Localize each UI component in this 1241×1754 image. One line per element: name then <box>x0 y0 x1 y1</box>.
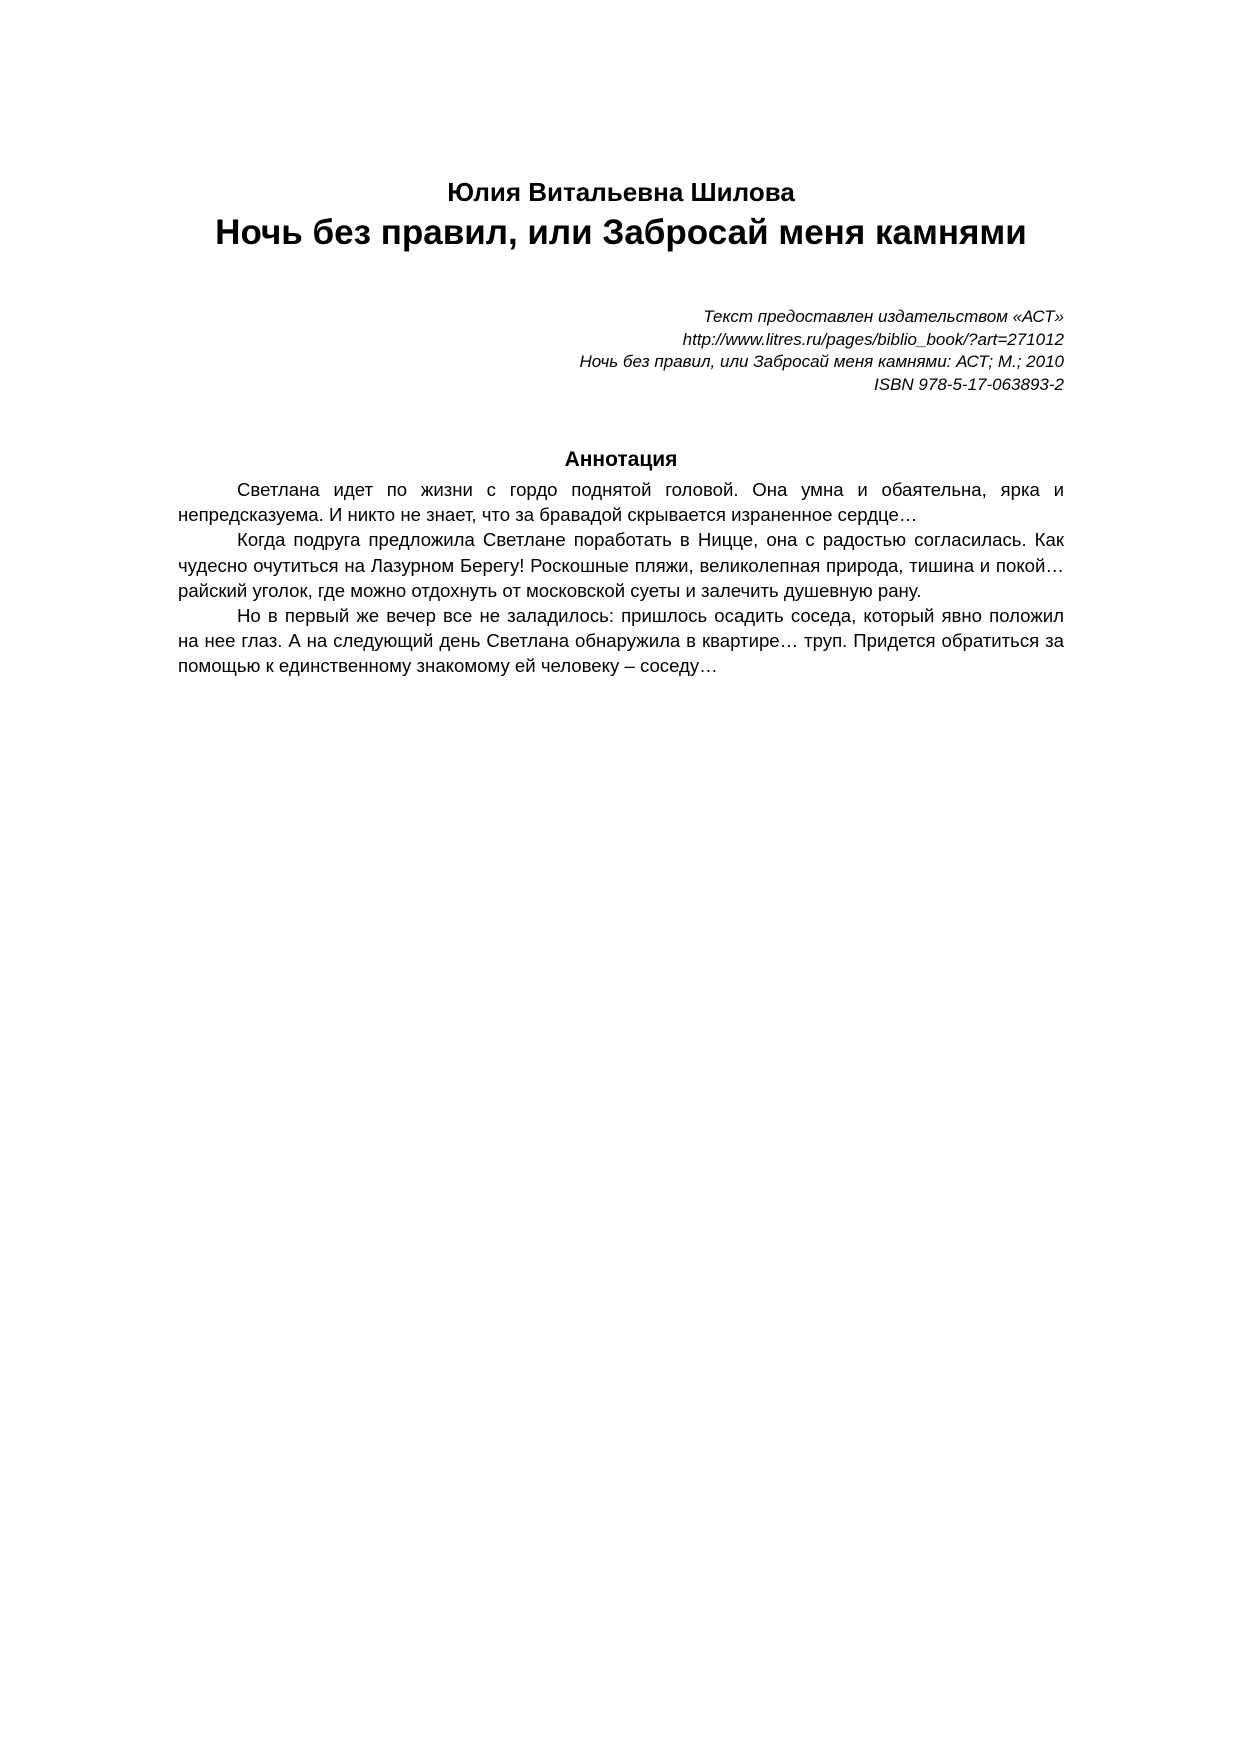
author-name: Юлия Витальевна Шилова <box>447 177 795 207</box>
annotation-heading: Аннотация <box>564 448 678 471</box>
book-title: Ночь без правил, или Забросай меня камнями <box>215 213 1027 252</box>
publication-info <box>178 306 1064 396</box>
edition-line: Ночь без правил, или Забросай меня камнями: АСТ; М.; 2010 <box>579 352 1064 371</box>
annotation-paragraph: Светлана идет по жизни с гордо поднятой головой. Она умна и обаятельна, ярка и непредсказуема. И никто не знает, что за бравадой скрывается израненное сердце… <box>178 479 1064 526</box>
annotation-paragraph: Когда подруга предложила Светлане поработать в Ницце, она с радостью согласилась. Как чудесно очутиться на Лазурном Берегу! Роскошные пляжи, великолепная природа, тишина и покой… райский уголок, где можно отдохнуть от московской суеты и залечить душевную рану. <box>178 529 1064 601</box>
publisher-line: Текст предоставлен издательством «АСТ» <box>703 307 1064 326</box>
source-url: http://www.litres.ru/pages/biblio_book/?art=271012 <box>682 329 1064 349</box>
isbn-line: ISBN 978-5-17-063893-2 <box>874 374 1064 394</box>
annotation-paragraph: Но в первый же вечер все не заладилось: пришлось осадить соседа, который явно положил на нее глаз. А на следующий день Светлана обнаружила в квартире… труп. Придется обратиться за помощью к единственному знакомому ей человеку – соседу… <box>178 605 1064 677</box>
annotation-body <box>178 477 1064 679</box>
